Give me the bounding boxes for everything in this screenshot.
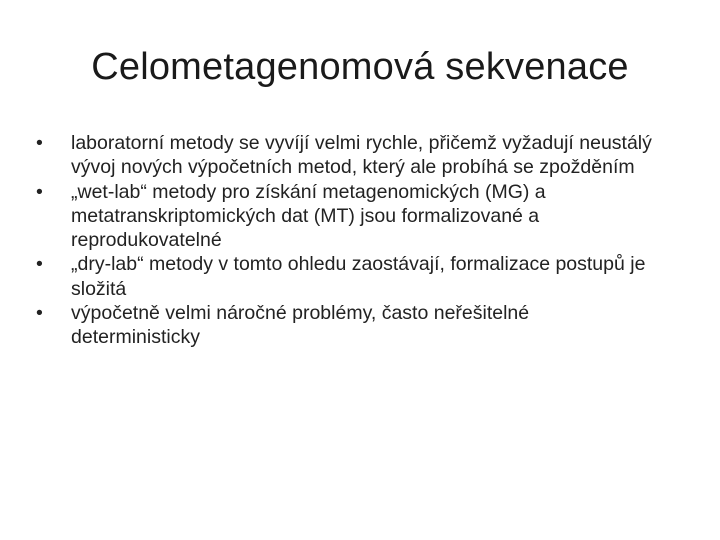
list-item <box>36 131 656 180</box>
bullet-icon: • <box>36 253 43 276</box>
list-item <box>36 180 656 253</box>
bullet-icon: • <box>36 302 43 325</box>
bullet-text: výpočetně velmi náročné problémy, často neřešitelné deterministicky <box>71 302 530 349</box>
list-item <box>36 252 656 301</box>
bullet-icon: • <box>36 132 43 154</box>
bullet-text: laboratorní metody se vyvíjí velmi rychle, přičemž vyžadují neustálý vývoj nových výpočetních metod, který ale probíhá se zpožděním <box>71 132 652 179</box>
bullet-icon: • <box>36 180 43 203</box>
bullet-text: „dry-lab“ metody v tomto ohledu zaostávají, formalizace postupů je složitá <box>71 253 646 300</box>
slide-title: Celometagenomová sekvenace <box>91 46 629 88</box>
list-item <box>36 301 656 350</box>
bullet-text: „wet-lab“ metody pro získání metagenomických (MG) a metatranskriptomických dat (MT) jsou formalizované a reprodukovatelné <box>71 180 546 252</box>
bullet-list <box>36 131 656 350</box>
